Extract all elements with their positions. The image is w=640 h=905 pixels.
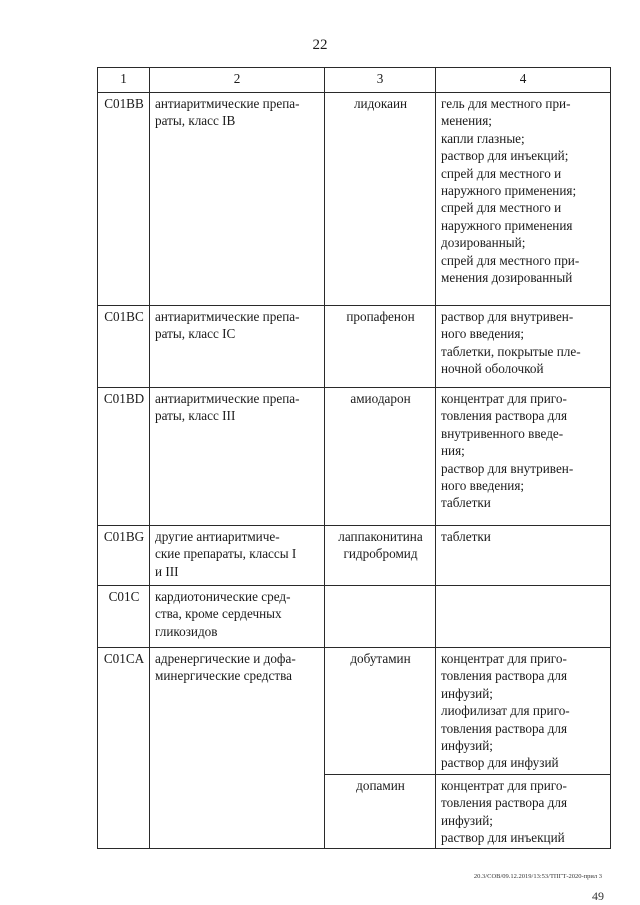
group-description-cell	[150, 526, 325, 586]
drug-name-cell-line: добутамин	[350, 651, 411, 666]
column-header-3: 3	[325, 68, 436, 93]
group-description-cell-line: раты, класс IB	[155, 113, 236, 129]
group-description-cell	[150, 586, 325, 648]
atc-code-cell: C01BC	[98, 306, 150, 388]
atc-code-cell: C01BD	[98, 388, 150, 526]
dosage-forms-cell-line: лиофилизат для приго-	[441, 703, 570, 719]
dosage-forms-cell-line: менения;	[441, 113, 492, 129]
group-description-cell-line: кардиотонические сред-	[155, 589, 291, 604]
group-description-cell-line: раты, класс III	[155, 408, 236, 424]
drug-name-cell-line: пропафенон	[346, 309, 415, 324]
table-row	[98, 93, 611, 306]
table-row	[98, 388, 611, 526]
drug-name-cell-line: лидокаин	[353, 96, 408, 111]
dosage-forms-cell	[436, 774, 611, 849]
dosage-forms-cell-line: наружного применения	[441, 217, 573, 233]
dosage-forms-cell-line: ного введения;	[441, 326, 525, 342]
dosage-forms-cell-line: ного введения;	[441, 478, 525, 494]
group-description-cell-line: ские препараты, классы I	[155, 546, 297, 562]
column-header-4: 4	[436, 68, 611, 93]
drug-name-cell	[325, 306, 436, 388]
dosage-forms-cell	[436, 306, 611, 388]
dosage-forms-cell	[436, 526, 611, 586]
table-row	[98, 648, 611, 775]
table-header-row	[98, 68, 611, 93]
dosage-forms-cell-line: ния;	[441, 443, 465, 459]
dosage-forms-cell-line: концентрат для приго-	[441, 651, 567, 666]
group-description-cell	[150, 648, 325, 849]
dosage-forms-cell	[436, 586, 611, 648]
group-description-cell-line: и III	[155, 563, 179, 579]
drug-name-cell	[325, 93, 436, 306]
dosage-forms-cell-line: товления раствора для	[441, 720, 568, 736]
dosage-forms-cell-line: раствор для инъекций;	[441, 148, 569, 164]
group-description-cell-line: другие антиаритмиче-	[155, 529, 280, 544]
group-description-cell-line: ства, кроме сердечных	[155, 606, 282, 622]
dosage-forms-cell	[436, 388, 611, 526]
drug-name-cell	[325, 586, 436, 648]
atc-code-cell: C01BB	[98, 93, 150, 306]
page-number: 22	[312, 37, 328, 53]
drug-name-cell	[325, 774, 436, 849]
group-description-cell	[150, 388, 325, 526]
group-description-cell-line: раты, класс IC	[155, 326, 236, 342]
dosage-forms-cell-line: концентрат для приго-	[441, 777, 567, 793]
group-description-cell-line: гликозидов	[155, 623, 218, 639]
dosage-forms-cell-line: внутривенного введе-	[441, 425, 564, 441]
footer-stamp: 20.3/СОВ/09.12.2019/13:53/ТПГТ-2020-прил 3	[473, 873, 602, 880]
dosage-forms-cell-line: инфузий;	[441, 812, 493, 828]
drug-name-cell-line: допамин	[356, 777, 405, 793]
dosage-forms-cell-line: наружного применения;	[441, 183, 577, 199]
dosage-forms-cell-line: таблетки	[441, 495, 491, 511]
table-row	[98, 586, 611, 648]
dosage-forms-cell-line: раствор для инфузий	[441, 755, 559, 771]
atc-code-cell: C01CA	[98, 648, 150, 849]
group-description-cell-line: адренергические и дофа-	[155, 651, 296, 666]
dosage-forms-cell-line: спрей для местного и	[441, 200, 562, 216]
dosage-forms-cell-line: таблетки	[441, 529, 491, 544]
dosage-forms-cell-line: раствор для внутривен-	[441, 309, 574, 324]
atc-code-cell: C01C	[98, 586, 150, 648]
drug-table	[97, 67, 611, 849]
dosage-forms-cell-line: капли глазные;	[441, 130, 525, 146]
drug-name-cell-line: гидробромид	[343, 546, 418, 562]
dosage-forms-cell-line: концентрат для приго-	[441, 391, 567, 406]
dosage-forms-cell-line: ночной оболочкой	[441, 361, 544, 377]
dosage-forms-cell-line: гель для местного при-	[441, 96, 571, 111]
dosage-forms-cell-line: дозированный;	[441, 235, 526, 251]
dosage-forms-cell	[436, 648, 611, 775]
drug-name-cell-line: амиодарон	[350, 391, 411, 406]
dosage-forms-cell-line: товления раствора для	[441, 668, 568, 684]
drug-name-cell	[325, 648, 436, 775]
dosage-forms-cell-line: инфузий;	[441, 685, 493, 701]
group-description-cell	[150, 306, 325, 388]
dosage-forms-cell-line: товления раствора для	[441, 795, 568, 811]
corner-page-number: 49	[592, 889, 604, 903]
dosage-forms-cell-line: спрей для местного и	[441, 165, 562, 181]
dosage-forms-cell-line: товления раствора для	[441, 408, 568, 424]
dosage-forms-cell-line: спрей для местного при-	[441, 252, 580, 268]
table-row	[98, 526, 611, 586]
drug-name-cell	[325, 388, 436, 526]
drug-name-cell	[325, 526, 436, 586]
dosage-forms-cell-line: раствор для внутривен-	[441, 460, 574, 476]
column-header-1: 1	[98, 68, 150, 93]
group-description-cell-line: минергические средства	[155, 668, 293, 684]
group-description-cell-line: антиаритмические препа-	[155, 309, 300, 324]
atc-code-cell: C01BG	[98, 526, 150, 586]
group-description-cell-line: антиаритмические препа-	[155, 96, 300, 111]
dosage-forms-cell-line: таблетки, покрытые пле-	[441, 343, 581, 359]
drug-name-cell-line: лаппаконитина	[338, 529, 423, 544]
table-row	[98, 306, 611, 388]
dosage-forms-cell-line: раствор для инъекций	[441, 830, 565, 846]
table-body	[98, 93, 611, 849]
group-description-cell-line: антиаритмические препа-	[155, 391, 300, 406]
group-description-cell	[150, 93, 325, 306]
dosage-forms-cell-line: менения дозированный	[441, 270, 573, 286]
dosage-forms-cell-line: инфузий;	[441, 738, 493, 754]
column-header-2: 2	[150, 68, 325, 93]
dosage-forms-cell	[436, 93, 611, 306]
